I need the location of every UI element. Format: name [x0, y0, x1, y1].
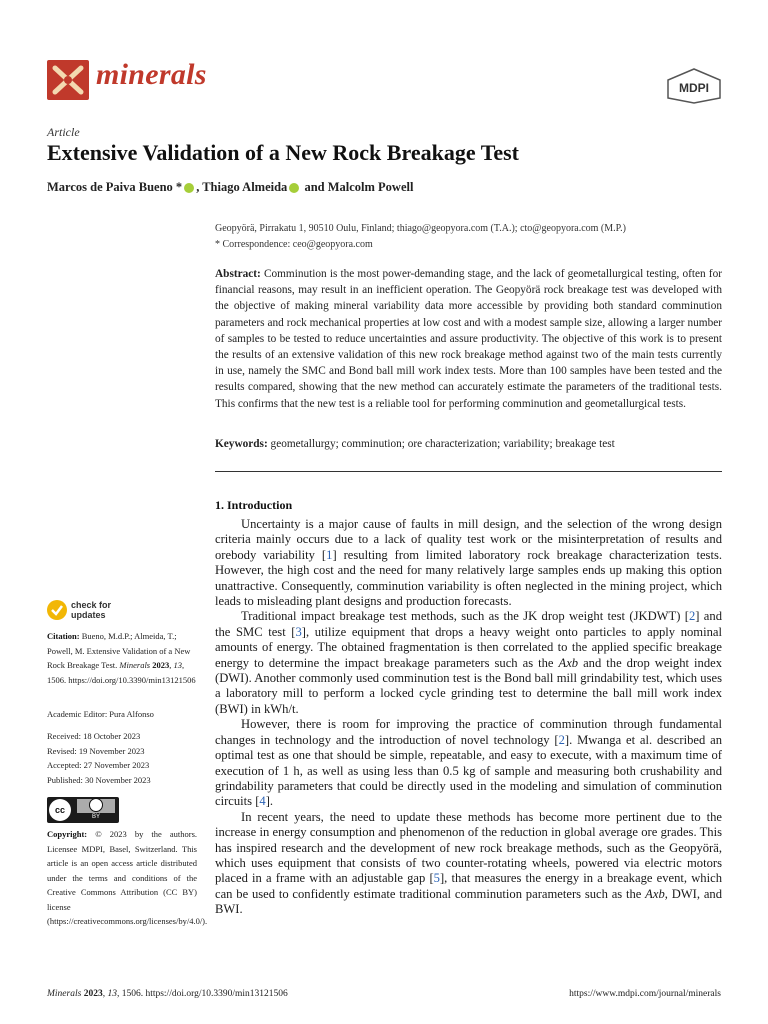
author-list [47, 180, 413, 195]
published-date: Published: 30 November 2023 [47, 774, 151, 785]
check-updates-line: check for [71, 600, 112, 610]
mdpi-logo-icon [666, 68, 722, 104]
text-run: However, there is room for improving the practice of comminution through fundamental changes in technology and the introduction of novel technology [ [215, 717, 722, 747]
reference-link[interactable]: 1 [326, 547, 333, 562]
citation-volume: 13 [173, 660, 182, 670]
text-run: In recent years, the need to update these methods has become more pertinent due to the increase in energy consumption and phenomenon of the reduction in global average ore grades. This has inspired research and the development of new rock breakage methods, such as the Geopyörä, which uses equipment that consists of two counter-rotating wheels, powered via electric motors placed in a frame with an adjustable gap [ [215, 809, 722, 886]
abstract-text: Comminution is the most power-demanding stage, and the lack of geometallurgical testing, often for financial reasons, may result in an inefficient operation. The Geopyörä rock breakage test was developed with the objective of making mineral variability data more accessible by providing both standard comminution parameters and rock mechanical properties at low cost and with a modest sample size, allowing a larger number of samples to be tested to reduce uncertainties and assure productivity. The objective of this work is to present the results of an extensive validation of this new rock breakage method against two of the main tests currently in use, namely the SMC and Bond ball mill work index tests. More than 100 samples have been tested and the results compared, showing that the new method can accurately estimate the parameters of the traditional tests. This confirms that the new test is a reliable tool for performing comminution and geometallurgical tests. [215, 268, 722, 410]
citation-label: Citation: [47, 631, 80, 641]
copyright-block [47, 827, 208, 929]
correspondence-line: * Correspondence: ceo@geopyora.com [215, 239, 373, 250]
check-updates-icon [47, 600, 67, 620]
section-heading: 1. Introduction [215, 498, 293, 512]
author-name[interactable]: Malcolm Powell [327, 180, 414, 194]
check-for-updates-button[interactable] [47, 600, 147, 622]
attribution-icon [89, 798, 103, 812]
affiliation-block [215, 221, 725, 253]
reference-link[interactable]: 4 [259, 794, 266, 809]
text-run: ]. [265, 794, 274, 809]
text-run: and the drop weight index (DWI). Another commonly used comminution test is the Bond ball mill grindability test, which uses a laboratory mill to perform a locked cycle grinding test to determine the ball mill work index (BWI) in kWh/t. [215, 655, 723, 716]
copyright-text: © 2023 by the authors. Licensee MDPI, Basel, Switzerland. This article is an open access article distributed under the terms and conditions of the Creative Commons Attribution (CC BY) license (https://creativecommons.org/licenses/by/4.0/). [47, 829, 208, 926]
text-run: ], that measures the energy in a breakage event, which can be used to confidently estimate traditional comminution parameters such as the [215, 871, 722, 901]
keywords-text: geometallurgy; comminution; ore characterization; variability; breakage test [270, 438, 615, 450]
footer-doi[interactable]: , 1506. https://doi.org/10.3390/min13121506 [116, 989, 288, 999]
paragraph [215, 810, 722, 918]
publisher-name: MDPI [679, 81, 709, 95]
orcid-icon[interactable] [289, 183, 299, 193]
cc-icon: cc [49, 799, 71, 821]
introduction-body [215, 517, 722, 918]
reference-link[interactable]: 3 [295, 624, 302, 639]
footer-journal-url[interactable]: https://www.mdpi.com/journal/minerals [569, 989, 721, 999]
italic-term: Axb [645, 886, 665, 901]
citation-journal: Minerals [119, 660, 151, 670]
paragraph [215, 717, 722, 809]
citation-block: Citation: Bueno, M.d.P.; Almeida, T.; Powell, M. Extensive Validation of a New Rock Breakage Test. Minerals 2023, 13, 1506. https://doi.org/10.3390/min13121506 [47, 631, 196, 685]
text-run: ] and the SMC test [ [215, 609, 722, 639]
italic-term: Axb [558, 655, 579, 670]
text-run: Uncertainty is a major cause of faults in mill design, and the selection of the wrong design criteria mainly occurs due to a lack of quality test work or the misinterpretation of results and orebody variability [ [215, 517, 722, 562]
section-divider [215, 471, 722, 472]
reference-link[interactable]: 2 [558, 732, 565, 747]
paragraph [215, 609, 722, 717]
keywords-label: Keywords: [215, 438, 268, 450]
keywords [215, 438, 722, 450]
citation-text: Bueno, M.d.P.; Almeida, T.; Powell, M. Extensive Validation of a New Rock Breakage Test. [47, 631, 191, 670]
author-separator: , [196, 180, 203, 194]
journal-name: minerals [96, 58, 207, 91]
footer-journal: Minerals [47, 989, 82, 999]
article-type: Article [47, 125, 80, 139]
author-separator: and [301, 180, 328, 194]
minerals-logo-icon [47, 60, 89, 100]
academic-editor: Academic Editor: Pura Alfonso [47, 709, 154, 719]
footer-volume: 13 [107, 989, 117, 999]
dates-block [47, 729, 197, 787]
paper-title: Extensive Validation of a New Rock Breakage Test [47, 140, 520, 165]
copyright-label: Copyright: [47, 829, 88, 839]
reference-link[interactable]: 5 [433, 871, 440, 886]
text-run: Traditional impact breakage test methods, such as the JK drop weight test (JKDWT) [ [241, 609, 689, 624]
citation-doi[interactable]: , 1506. https://doi.org/10.3390/min13121506 [47, 660, 196, 685]
orcid-icon[interactable] [184, 183, 194, 193]
text-run: ]. Mwanga et al. described an optimal test as one that should be simple, repeatable, and easy to execute, with a maximum time of execution of 1 h, as well as using less than 0.5 kg of sample and measuring both crushability and grindability parameters that could be directly used in the modeling and simulation of comminution circuits [ [215, 732, 722, 809]
footer-year: 2023 [83, 989, 103, 999]
author-name[interactable]: Thiago Almeida [202, 180, 288, 194]
text-run: , DWI, and BWI. [215, 886, 723, 917]
abstract [215, 266, 722, 412]
paragraph [215, 517, 722, 609]
abstract-label: Abstract: [215, 268, 261, 280]
footer-citation: Minerals 2023, 13, 1506. https://doi.org/10.3390/min13121506 [47, 989, 288, 999]
accepted-date: Accepted: 27 November 2023 [47, 760, 150, 770]
citation-year: 2023 [152, 660, 170, 670]
check-updates-line: updates [71, 609, 106, 620]
text-run: ], utilize equipment that drops a heavy weight onto particles to apply nominal amounts of energy. The obtained fragmentation is then correlated to the applied specific breakage energy to determine the impact breakage parameters such as the [215, 624, 722, 670]
reference-link[interactable]: 2 [688, 609, 696, 624]
cc-by-license-icon[interactable] [47, 797, 119, 823]
text-run: ] resulting from limited laboratory rock breakage characterization tests. However, the high cost and the need for many relatively large samples ends up making this option unattractive. Consequently, comminution variability is often neglected in the mining project, which leads to misleading plant designs and production forecasts. [215, 547, 722, 609]
check-updates-label [71, 601, 111, 620]
revised-date: Revised: 19 November 2023 [47, 745, 145, 756]
affiliation-line: Geopyörä, Pirrakatu 1, 90510 Oulu, Finland; thiago@geopyora.com (T.A.); cto@geopyora.com (M.P.) [215, 223, 626, 234]
received-date: Received: 18 October 2023 [47, 731, 141, 741]
cc-by-label: BY [91, 814, 100, 820]
author-name[interactable]: Marcos de Paiva Bueno * [47, 180, 183, 194]
